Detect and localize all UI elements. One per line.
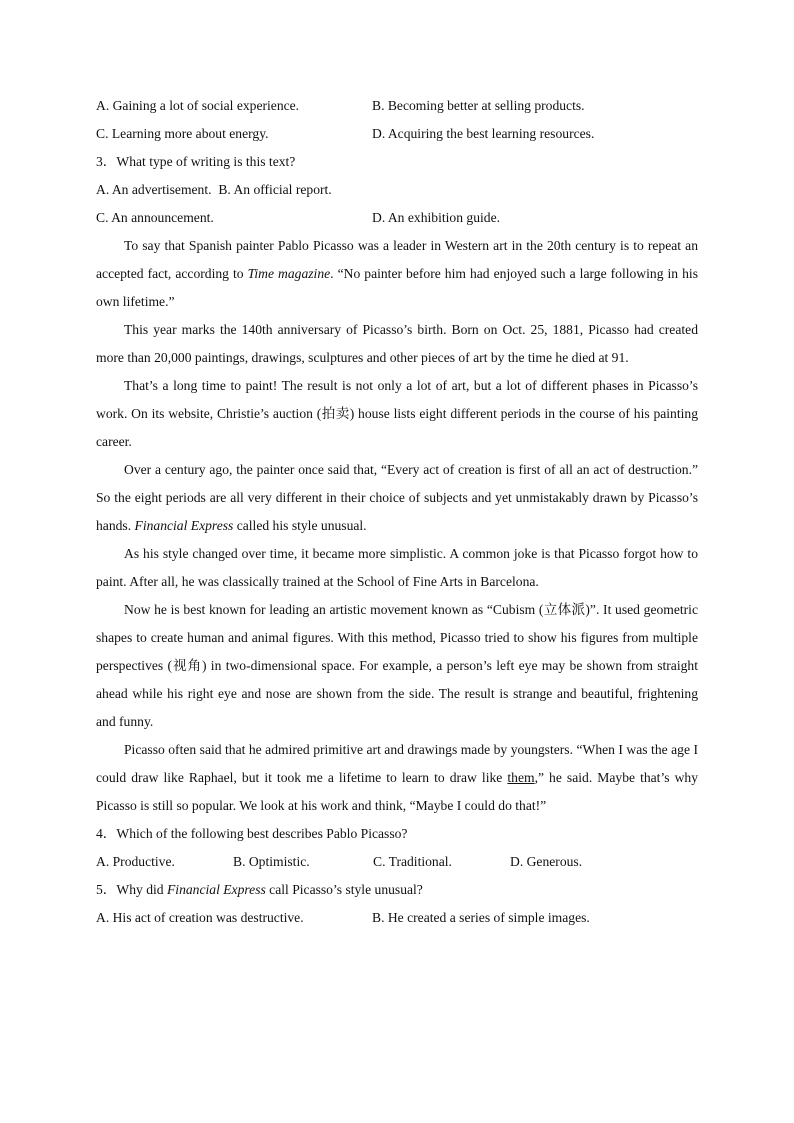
q4-option-a: A. Productive. <box>96 854 175 869</box>
q5-option-b: B. He created a series of simple images. <box>372 910 590 925</box>
q5-question <box>96 876 698 904</box>
q2-option-d: D. Acquiring the best learning resources. <box>372 126 595 141</box>
q5-options-row <box>96 904 698 932</box>
q5-text-a: 5．Why did <box>96 882 167 897</box>
p4-text-a: Over a century ago, the painter once said that, “Every act of creation is first of all an act of destruction.” So the eight periods are all very different in their choice of subjects and yet unmistakably drawn by Picasso’s hands. <box>96 462 698 533</box>
passage-paragraph-7 <box>96 736 698 820</box>
passage-paragraph-1 <box>96 232 698 316</box>
p7-underlined-word: them <box>507 770 535 785</box>
p1-text-b: . “No painter before him had enjoyed such a large following in his own lifetime.” <box>96 266 698 309</box>
q5-italic-source: Financial Express <box>166 882 266 897</box>
q2-option-a: A. Gaining a lot of social experience. <box>96 98 300 113</box>
q4-options-row <box>96 848 698 876</box>
passage-paragraph-4 <box>96 456 698 540</box>
passage-paragraph-6: Now he is best known for leading an artistic movement known as “Cubism (立体派)”. It used geometric shapes to create human and animal figures. With this method, Picasso tried to show his figures from multiple perspectives (视角) in two-dimensional space. For example, a person’s left eye may be shown from straight ahead while his right eye and nose are shown from the side. The result is strange and beautiful, frightening and funny. <box>96 602 698 729</box>
q5-text-b: call Picasso’s style unusual? <box>265 882 423 897</box>
p7-text-a: Picasso often said that he admired primitive art and drawings made by youngsters. “When I was the age I could draw like Raphael, but it took me a lifetime to learn to draw like <box>96 742 698 785</box>
p1-italic-source: Time magazine <box>247 266 331 281</box>
passage-paragraph-3: That’s a long time to paint! The result is not only a lot of art, but a lot of different phases in Picasso’s work. On its website, Christie’s auction (拍卖) house lists eight different periods in the course of his painting career. <box>96 378 698 449</box>
q4-option-c: C. Traditional. <box>373 854 452 869</box>
q3-option-b: B. An official report. <box>218 182 332 197</box>
q4-option-d: D. Generous. <box>510 854 583 869</box>
passage-paragraph-5: As his style changed over time, it became more simplistic. A common joke is that Picasso forgot how to paint. After all, he was classically trained at the School of Fine Arts in Barcelona. <box>96 546 698 589</box>
q3-question: 3．What type of writing is this text? <box>96 154 296 169</box>
p4-text-b: called his style unusual. <box>233 518 367 533</box>
q3-options-row-2 <box>96 204 698 232</box>
q5-option-a: A. His act of creation was destructive. <box>96 910 304 925</box>
q3-options-row-1 <box>96 176 698 204</box>
q3-option-a: A. An advertisement. <box>96 182 212 197</box>
q2-option-c: C. Learning more about energy. <box>96 126 269 141</box>
q2-option-b: B. Becoming better at selling products. <box>372 98 585 113</box>
passage-paragraph-2: This year marks the 140th anniversary of Picasso’s birth. Born on Oct. 25, 1881, Picasso had created more than 20,000 paintings, drawings, sculptures and other pieces of art by the time he died at 91. <box>96 322 698 365</box>
p4-italic-source: Financial Express <box>134 518 234 533</box>
q4-question: 4．Which of the following best describes Pablo Picasso? <box>96 826 408 841</box>
q2-options-row-1 <box>96 92 698 120</box>
p7-text-b: ,” he said. Maybe that’s why Picasso is still so popular. We look at his work and think, “Maybe I could do that!” <box>96 770 698 813</box>
q4-option-b: B. Optimistic. <box>233 854 310 869</box>
p1-text-a: To say that Spanish painter Pablo Picasso was a leader in Western art in the 20th century is to repeat an accepted fact, according to <box>96 238 698 281</box>
q3-option-d: D. An exhibition guide. <box>372 210 500 225</box>
exam-page <box>96 92 698 932</box>
q3-option-c: C. An announcement. <box>96 210 214 225</box>
q2-options-row-2 <box>96 120 698 148</box>
